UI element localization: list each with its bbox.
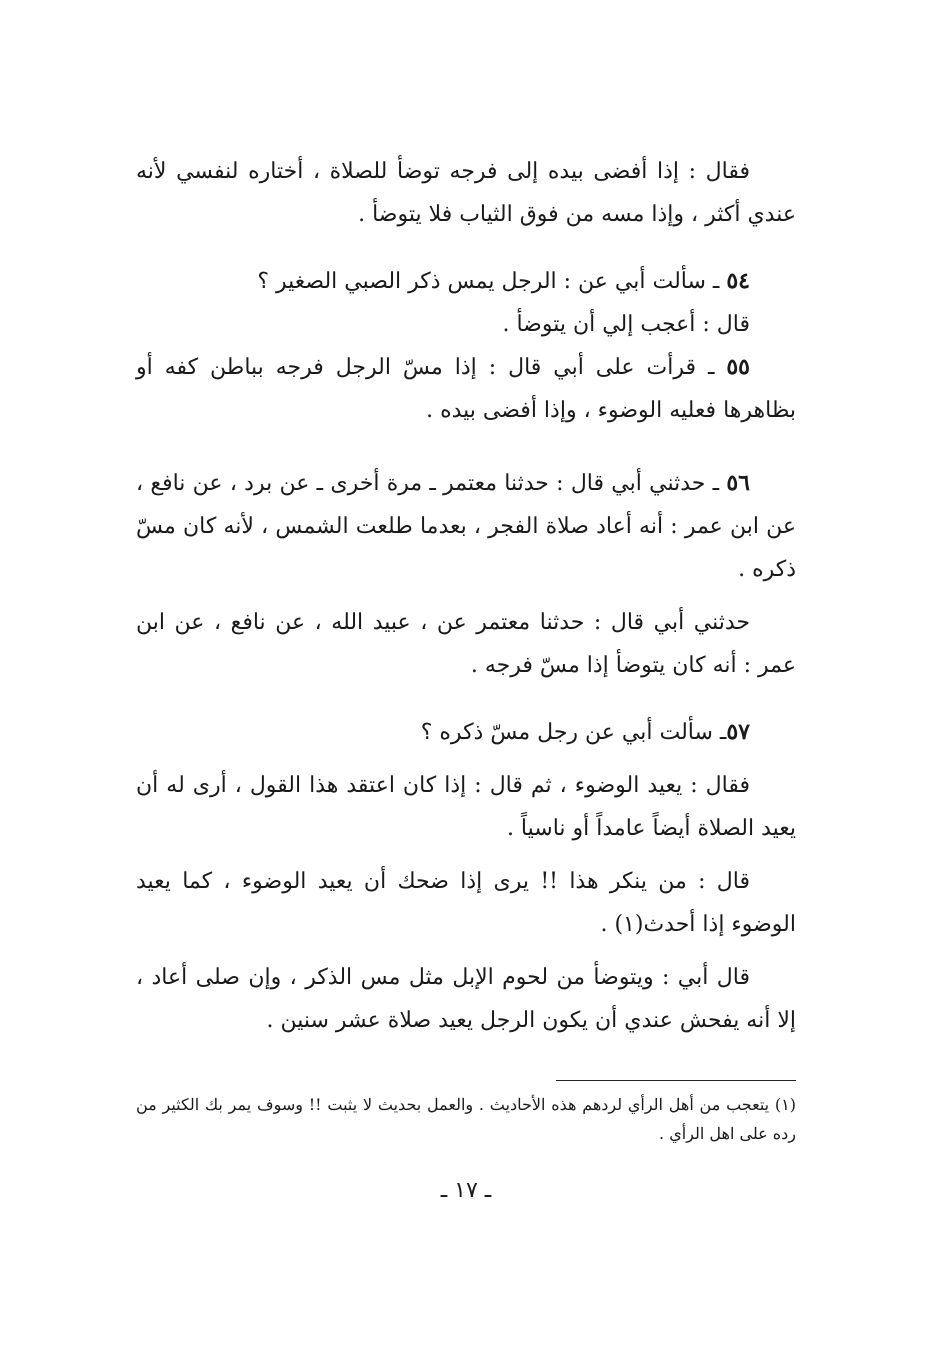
item-56 <box>136 462 796 591</box>
question-57 <box>136 711 796 754</box>
footnote-divider <box>556 1080 796 1081</box>
item-number: ٥٦ <box>726 470 750 496</box>
question-54 <box>136 260 796 303</box>
paragraph-continuation <box>136 150 796 236</box>
page-number: ـ ١٧ ـ <box>440 1178 492 1203</box>
main-text <box>136 150 796 1042</box>
answer-57 <box>136 764 796 850</box>
paragraph-text: قال أبي : ويتوضأ من لحوم الإبل مثل مس الذكر ، وإن صلى أعاد ، إلا أنه يفحش عندي أن يكون الرجل يعيد صلاة عشر سنين . <box>136 965 796 1033</box>
item-55 <box>136 346 796 432</box>
footnote: (١) يتعجب من أهل الرأي لردهم هذه الأحاديث . والعمل بحديث لا يثبت !! وسوف يمر بك الكثير من رده على اهل الرأي . <box>136 1095 796 1143</box>
paragraph-text: ـ سألت أبي عن رجل مسّ ذكره ؟ <box>420 720 727 745</box>
paragraph-text: ـ حدثني أبي قال : حدثنا معتمر ـ مرة أخرى ـ عن برد ، عن نافع ، عن ابن عمر : أنه أعاد صلاة الفجر ، بعدما طلعت الشمس ، لأنه كان مسّ ذكره . <box>136 471 796 582</box>
paragraph-text: قال : من ينكر هذا !! يرى إذا ضحك أن يعيد الوضوء ، كما يعيد الوضوء إذا أحدث(١) . <box>136 869 796 937</box>
paragraph-text: قال : أعجب إلي أن يتوضأ . <box>502 312 750 337</box>
camel-meat-ruling <box>136 956 796 1042</box>
paragraph-text: ـ قرأت على أبي قال : إذا مسّ الرجل فرجه بباطن كفه أو بظاهرها فعليه الوضوء ، وإذا أفضى بيده . <box>136 355 796 423</box>
paragraph-text: حدثني أبي قال : حدثنا معتمر عن ، عبيد الله ، عن نافع ، عن ابن عمر : أنه كان يتوضأ إذا مسّ فرجه . <box>136 610 796 678</box>
paragraph-text: فقال : يعيد الوضوء ، ثم قال : إذا كان اعتقد هذا القول ، أرى له أن يعيد الصلاة أيضاً عامداً أو ناسياً . <box>136 773 796 841</box>
answer-54 <box>136 303 796 346</box>
item-number: ٥٧ <box>726 719 750 745</box>
item-number: ٥٥ <box>726 354 750 380</box>
paragraph-text: ـ سألت أبي عن : الرجل يمس ذكر الصبي الصغير ؟ <box>257 269 727 294</box>
item-number: ٥٤ <box>726 268 750 294</box>
item-56-second-narration <box>136 601 796 687</box>
answer-57-continued <box>136 860 796 946</box>
paragraph-text: فقال : إذا أفضى بيده إلى فرجه توضأ للصلاة ، أختاره لنفسي لأنه عندي أكثر ، وإذا مسه من فوق الثياب فلا يتوضأ . <box>136 159 796 227</box>
